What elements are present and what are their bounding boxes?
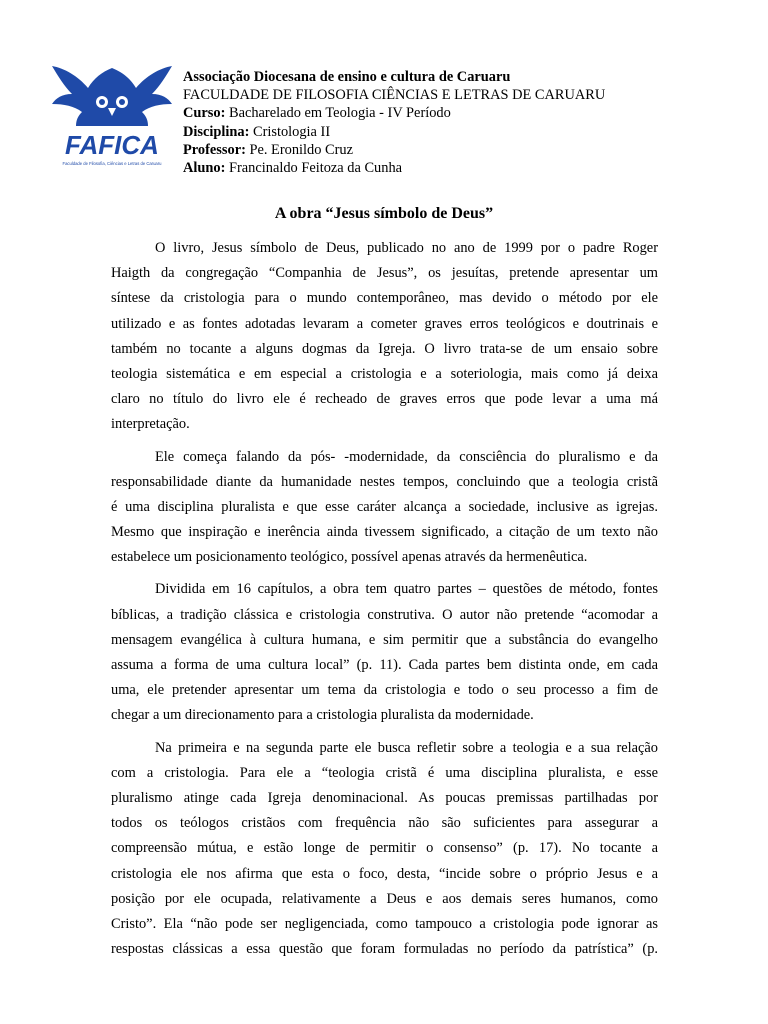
text-line: teologia sistemática e em especial a cristologia e a soteriologia, mais como já deixa bbox=[111, 365, 658, 382]
text-line: cristologia ele nos afirma que esta o foco, desta, “incide sobre o próprio Jesus e a bbox=[111, 865, 658, 882]
text-line: é uma disciplina pluralista e que esse caráter alcança a sociedade, inclusive as igrejas. bbox=[111, 498, 658, 515]
paragraph-4 bbox=[111, 736, 658, 963]
text-line: síntese da cristologia para o mundo contemporâneo, mas devido o método por ele bbox=[111, 290, 658, 307]
text-line: mensagem evangélica à cultura humana, e sim permitir que a substância do evangelho bbox=[111, 631, 658, 648]
text-line: todos os teólogos cristãos com frequência não são suficientes para assegurar a bbox=[111, 815, 658, 832]
text-line: respostas clássicas a essa questão que foram formuladas no período da patrística” (p. bbox=[111, 941, 658, 958]
faculty-line: FACULDADE DE FILOSOFIA CIÊNCIAS E LETRAS DE CARUARU bbox=[183, 87, 606, 104]
text-line: compreensão mútua, e estão longe de permitir o consenso” (p. 17). No tocante a bbox=[111, 840, 658, 857]
owl-icon bbox=[52, 66, 172, 126]
text-line: chegar a um direcionamento para a cristologia pluralista da modernidade. bbox=[111, 707, 534, 724]
fafica-owl-logo bbox=[48, 58, 176, 170]
text-line: Haigth da congregação “Companhia de Jesus”, os jesuítas, pretende apresentar um bbox=[111, 265, 658, 282]
course-line: Curso: Bacharelado em Teologia - IV Período bbox=[183, 105, 451, 122]
document-title: A obra “Jesus símbolo de Deus” bbox=[274, 205, 494, 222]
association-line: Associação Diocesana de ensino e cultura de Caruaru bbox=[183, 69, 511, 85]
paragraph-3 bbox=[111, 577, 658, 728]
text-line: claro no título do livro ele é recheado de graves erros que pode levar a uma má bbox=[111, 391, 658, 408]
professor-line: Professor: Pe. Eronildo Cruz bbox=[183, 141, 353, 158]
text-line: também no tocante a alguns dogmas da Igreja. O livro trata-se de um ensaio sobre bbox=[111, 340, 658, 357]
text-line: interpretação. bbox=[111, 416, 190, 433]
text-line: utilizado e as fontes adotadas levaram a cometer graves erros teológicos e doutrinais e bbox=[111, 315, 658, 332]
text-line: pluralismo atinge cada Igreja denominacional. As poucas premissas partilhadas por bbox=[111, 789, 658, 806]
text-line: Cristo”. Ela “não pode ser negligenciada, como tampouco a cristologia pode ignorar as bbox=[111, 915, 658, 932]
logo-caption: Faculdade de Filosofia, Ciências e Letras de Caruaru bbox=[62, 161, 162, 166]
text-line: Na primeira e na segunda parte ele busca refletir sobre a teologia e a sua relação bbox=[155, 739, 658, 756]
text-line: bíblicas, a tradição clássica e cristologia construtiva. O autor não pretende “acomodar a bbox=[111, 606, 658, 623]
discipline-line: Disciplina: Cristologia II bbox=[183, 123, 331, 140]
logo-text: FAFICA bbox=[65, 130, 159, 160]
document-body bbox=[111, 236, 658, 962]
text-line: posição por ele ocupada, relativamente a Deus e aos demais seres humanos, como bbox=[111, 890, 658, 907]
text-line: Ele começa falando da pós- -modernidade, da consciência do pluralismo e da bbox=[155, 448, 658, 465]
text-line: com a cristologia. Para ele a “teologia cristã é uma disciplina pluralista, e esse bbox=[111, 764, 658, 781]
student-line: Aluno: Francinaldo Feitoza da Cunha bbox=[183, 160, 403, 177]
text-line: O livro, Jesus símbolo de Deus, publicado no ano de 1999 por o padre Roger bbox=[155, 240, 658, 256]
text-line: estabelece um posicionamento teológico, possível apenas através da hermenêutica. bbox=[111, 549, 588, 566]
text-line: Dividida em 16 capítulos, a obra tem quatro partes – questões de método, fontes bbox=[155, 581, 658, 598]
text-line: responsabilidade diante da humanidade nestes tempos, concluindo que a teologia cristã bbox=[111, 473, 658, 490]
paragraph-1 bbox=[111, 236, 658, 438]
text-line: Mesmo que inspiração e inerência ainda tivessem significado, a citação de um texto não bbox=[111, 524, 658, 541]
text-line: uma, ele pretender apresentar um tema da cristologia e todo o seu processo a fim de bbox=[111, 682, 658, 699]
paragraph-2 bbox=[111, 445, 658, 571]
institution-header bbox=[183, 68, 605, 177]
text-line: assuma a forma de uma cultura local” (p. 11). Cada partes bem distinta onde, em cada bbox=[111, 657, 658, 673]
